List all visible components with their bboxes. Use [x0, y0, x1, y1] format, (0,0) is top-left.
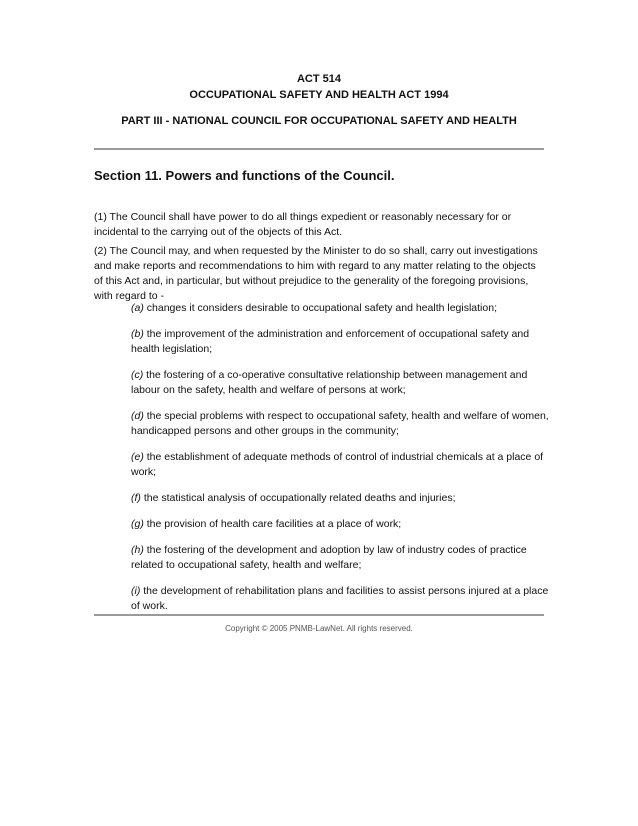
item-label: (c)	[131, 369, 144, 381]
item-label: (i)	[131, 585, 141, 597]
item-text: the fostering of the development and adoption by law of industry codes of practice related to occupational safety, health and welfare;	[131, 544, 527, 571]
act-title: OCCUPATIONAL SAFETY AND HEALTH ACT 1994	[189, 89, 449, 101]
copyright-footer: Copyright © 2005 PNMB-LawNet. All rights reserved.	[225, 624, 413, 633]
paragraph-2: (2) The Council may, and when requested by the Minister to do so shall, carry out investigations and make reports and recommendations to him with regard to any matter relating to the objects of this Act and, in particular, but without prejudice to the generality of the foregoing provisions, with regard to -	[94, 245, 538, 302]
item-label: (a)	[131, 302, 144, 314]
list-item	[131, 584, 551, 614]
item-label: (h)	[131, 544, 144, 556]
list-item	[131, 543, 551, 573]
item-text: the improvement of the administration and enforcement of occupational safety and health legislation;	[131, 328, 530, 355]
item-text: the statistical analysis of occupationally related deaths and injuries;	[140, 492, 456, 504]
list-item	[131, 409, 551, 439]
item-text: changes it considers desirable to occupational safety and health legislation;	[143, 302, 497, 314]
act-number: ACT 514	[296, 73, 342, 85]
item-label: (f)	[131, 492, 141, 504]
item-label: (g)	[131, 518, 144, 530]
item-text: the special problems with respect to occupational safety, health and welfare of women, handicapped persons and other groups in the community;	[131, 410, 549, 437]
list-item	[131, 517, 551, 532]
part-title: PART III - NATIONAL COUNCIL FOR OCCUPATIONAL SAFETY AND HEALTH	[121, 115, 517, 127]
list-item	[131, 327, 551, 357]
list-item	[131, 368, 551, 398]
list-item	[131, 301, 551, 316]
list-item	[131, 491, 551, 506]
item-label: (e)	[131, 451, 144, 463]
item-label: (d)	[131, 410, 144, 422]
item-text: the fostering of a co-operative consultative relationship between management and labour on the safety, health and welfare of persons at work;	[131, 369, 528, 396]
item-text: the provision of health care facilities at a place of work;	[143, 518, 402, 530]
paragraph-1: (1) The Council shall have power to do all things expedient or reasonably necessary for or incidental to the carrying out of the objects of this Act.	[94, 211, 512, 238]
item-label: (b)	[131, 328, 144, 340]
list-item	[131, 450, 551, 480]
item-text: the development of rehabilitation plans and facilities to assist persons injured at a place of work.	[131, 585, 549, 612]
section-title: Section 11. Powers and functions of the Council.	[94, 168, 395, 183]
item-text: the establishment of adequate methods of control of industrial chemicals at a place of work;	[131, 451, 544, 478]
functions-list	[131, 301, 551, 625]
bottom-divider	[94, 614, 544, 616]
top-divider	[94, 148, 544, 150]
